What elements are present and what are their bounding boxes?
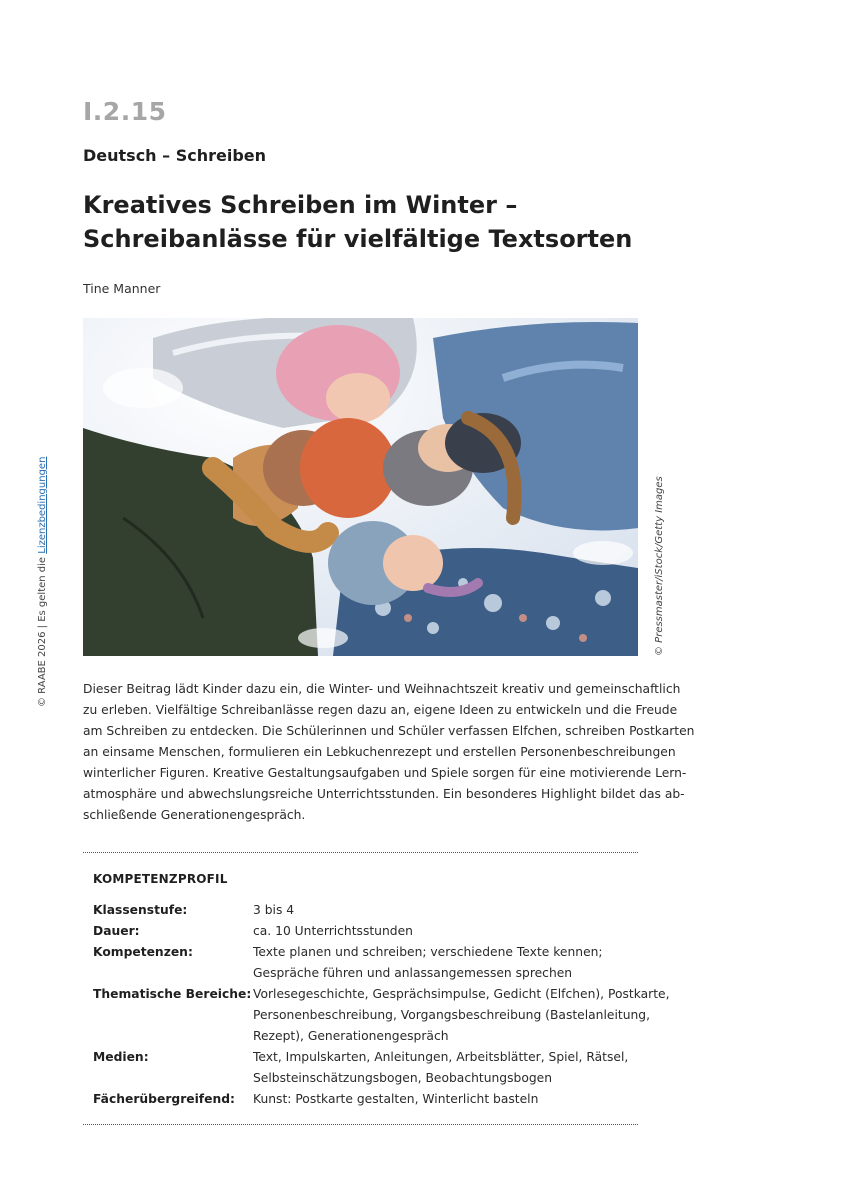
intro-line: atmosphäre und abwechslungsreiche Unterrichtsstunden. Ein besonderes Highlight bildet das ab-: [83, 787, 685, 801]
divider-bottom: [83, 1124, 638, 1125]
profile-row-cross-curricular: [93, 1089, 638, 1110]
divider-top: [83, 852, 638, 853]
intro-line: winterlicher Figuren. Kreative Gestaltungsaufgaben und Spiele sorgen für eine motivierende Lern-: [83, 766, 687, 780]
license-note: [37, 457, 48, 707]
profile-label: Thematische Bereiche:: [93, 987, 252, 1001]
cover-photo: [83, 318, 638, 656]
profile-label: Kompetenzen:: [93, 945, 193, 959]
author: Tine Manner: [83, 281, 161, 296]
profile-value: Text, Impulskarten, Anleitungen, Arbeitsblätter, Spiel, Rätsel,: [253, 1050, 629, 1064]
profile-heading: KOMPETENZPROFIL: [93, 872, 228, 886]
profile-row-competences: [93, 942, 638, 984]
subject-heading: Deutsch – Schreiben: [83, 146, 267, 165]
photo-credit: © Pressmaster/iStock/Getty Images: [654, 476, 665, 656]
profile-value: 3 bis 4: [253, 903, 295, 917]
children-in-snow-illustration: [83, 318, 638, 656]
intro-line: an einsame Menschen, formulieren ein Lebkuchenrezept und erstellen Personenbeschreibungen: [83, 745, 676, 759]
profile-label: Klassenstufe:: [93, 903, 188, 917]
profile-value: Rezept), Generationengespräch: [253, 1029, 449, 1043]
profile-label: Dauer:: [93, 924, 140, 938]
profile-value: Gespräche führen und anlassangemessen sprechen: [253, 966, 573, 980]
profile-value: Kunst: Postkarte gestalten, Winterlicht basteln: [253, 1092, 539, 1106]
profile-label: Medien:: [93, 1050, 149, 1064]
profile-label: Fächerübergreifend:: [93, 1092, 235, 1106]
profile-row-topics: [93, 984, 670, 1047]
page-title: [83, 188, 643, 256]
profile-value: Vorlesegeschichte, Gesprächsimpulse, Gedicht (Elfchen), Postkarte,: [253, 987, 670, 1001]
intro-line: zu erleben. Vielfältige Schreibanlässe regen dazu an, eigene Ideen zu entwickeln und die Freude: [83, 703, 678, 717]
license-terms-link[interactable]: Lizenzbedingungen: [37, 456, 48, 554]
intro-paragraph: [83, 679, 695, 826]
profile-value: ca. 10 Unterrichtsstunden: [253, 924, 413, 938]
intro-line: am Schreiben zu entdecken. Die Schülerinnen und Schüler verfassen Elfchen, schreiben Postkarten: [83, 724, 695, 738]
page-title-line: Kreatives Schreiben im Winter –: [83, 191, 518, 219]
profile-value: Texte planen und schreiben; verschiedene Texte kennen;: [253, 945, 603, 959]
page-title-line: Schreibanlässe für vielfältige Textsorten: [83, 225, 633, 253]
license-note-prefix: © RAABE 2026 | Es gelten die: [37, 553, 48, 707]
intro-line: Dieser Beitrag lädt Kinder dazu ein, die Winter- und Weihnachtszeit kreativ und gemeinschaftlich: [83, 682, 681, 696]
intro-line: schließende Generationengespräch.: [83, 808, 306, 822]
competence-profile: [93, 900, 670, 1110]
profile-row-duration: [93, 921, 638, 942]
profile-value: Selbsteinschätzungsbogen, Beobachtungsbogen: [253, 1071, 553, 1085]
unit-number: I.2.15: [83, 97, 167, 126]
profile-value: Personenbeschreibung, Vorgangsbeschreibung (Bastelanleitung,: [253, 1008, 651, 1022]
profile-row-grade: [93, 900, 638, 921]
profile-row-media: [93, 1047, 638, 1089]
